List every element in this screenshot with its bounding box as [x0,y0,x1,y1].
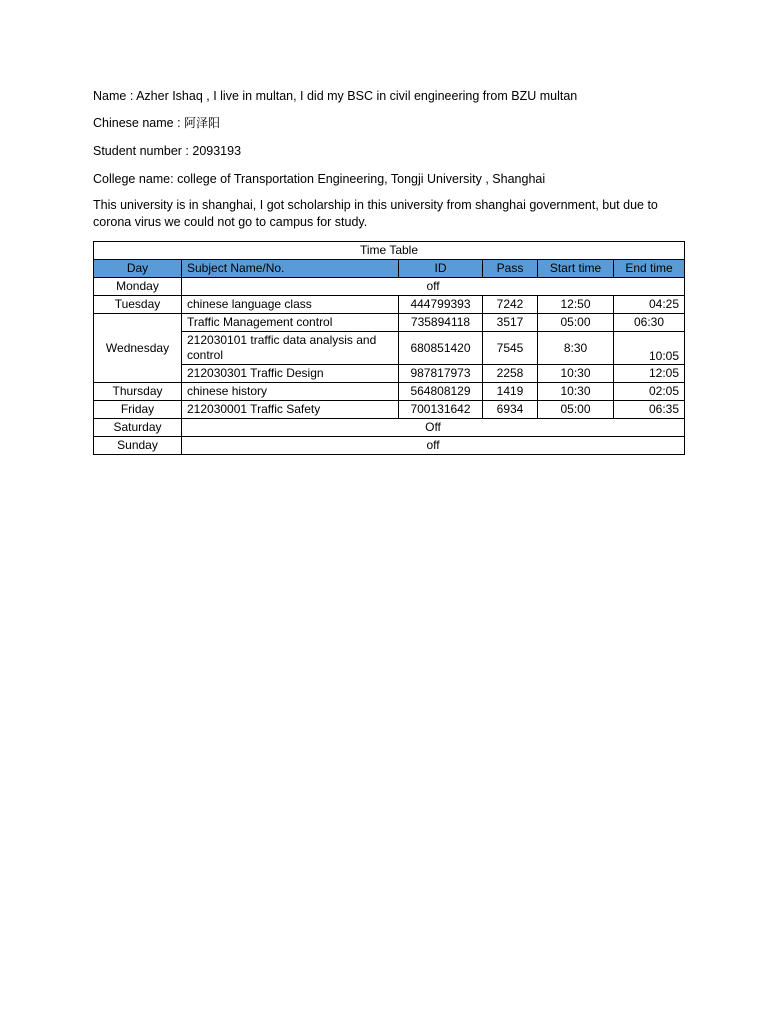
id-cell: 564808129 [399,383,483,401]
start-time-cell: 10:30 [538,383,614,401]
chinese-name-line [93,115,220,132]
table-row-friday [94,401,685,419]
id-cell: 444799393 [399,296,483,314]
end-time-cell: 04:25 [614,296,685,314]
off-cell: Off [182,419,685,437]
start-time-cell: 10:30 [538,365,614,383]
table-row-wednesday-2 [94,332,685,365]
pass-cell: 3517 [483,314,538,332]
table-row-sunday [94,437,685,455]
pass-cell: 6934 [483,401,538,419]
pass-cell: 7545 [483,332,538,365]
start-time-cell: 05:00 [538,401,614,419]
subject-cell: chinese history [182,383,399,401]
table-row-wednesday-3 [94,365,685,383]
table-row-tuesday [94,296,685,314]
pass-cell: 1419 [483,383,538,401]
off-cell: off [182,278,685,296]
end-time-cell: 06:30 [614,314,685,332]
day-cell: Thursday [94,383,182,401]
day-cell: Sunday [94,437,182,455]
chinese-name-label: Chinese name : [93,116,185,130]
table-title-row [94,242,685,260]
subject-cell: chinese language class [182,296,399,314]
time-table [93,241,685,455]
table-row-thursday [94,383,685,401]
header-end-time: End time [614,260,685,278]
table-header-row [94,260,685,278]
day-cell: Wednesday [94,314,182,383]
start-time-cell: 8:30 [538,332,614,365]
student-number-line: Student number : 2093193 [93,144,242,158]
id-cell: 735894118 [399,314,483,332]
start-time-cell: 05:00 [538,314,614,332]
end-time-cell: 12:05 [614,365,685,383]
off-cell: off [182,437,685,455]
id-cell: 987817973 [399,365,483,383]
day-cell: Tuesday [94,296,182,314]
table-row-wednesday-1 [94,314,685,332]
note-paragraph: This university is in shanghai, I got scholarship in this university from shanghai government, but due to corona virus we could not go to campus for study. [93,198,658,229]
id-cell: 680851420 [399,332,483,365]
day-cell: Saturday [94,419,182,437]
table-title: Time Table [94,242,685,260]
day-cell: Friday [94,401,182,419]
header-day: Day [94,260,182,278]
subject-cell: 212030101 traffic data analysis and control [182,332,399,365]
college-line: College name: college of Transportation Engineering, Tongji University , Shanghai [93,172,546,186]
end-time-cell: 06:35 [614,401,685,419]
end-time-cell: 02:05 [614,383,685,401]
start-time-cell: 12:50 [538,296,614,314]
header-id: ID [399,260,483,278]
name-line: Name : Azher Ishaq , I live in multan, I did my BSC in civil engineering from BZU multan [93,89,578,103]
table-row-saturday [94,419,685,437]
pass-cell: 2258 [483,365,538,383]
chinese-name-value: 阿泽阳 [184,116,221,130]
pass-cell: 7242 [483,296,538,314]
header-start-time: Start time [538,260,614,278]
header-pass: Pass [483,260,538,278]
table-row-monday [94,278,685,296]
day-cell: Monday [94,278,182,296]
id-cell: 700131642 [399,401,483,419]
header-subject: Subject Name/No. [182,260,399,278]
subject-cell: 212030301 Traffic Design [182,365,399,383]
end-time-cell: 10:05 [614,332,685,365]
subject-cell: 212030001 Traffic Safety [182,401,399,419]
subject-cell: Traffic Management control [182,314,399,332]
